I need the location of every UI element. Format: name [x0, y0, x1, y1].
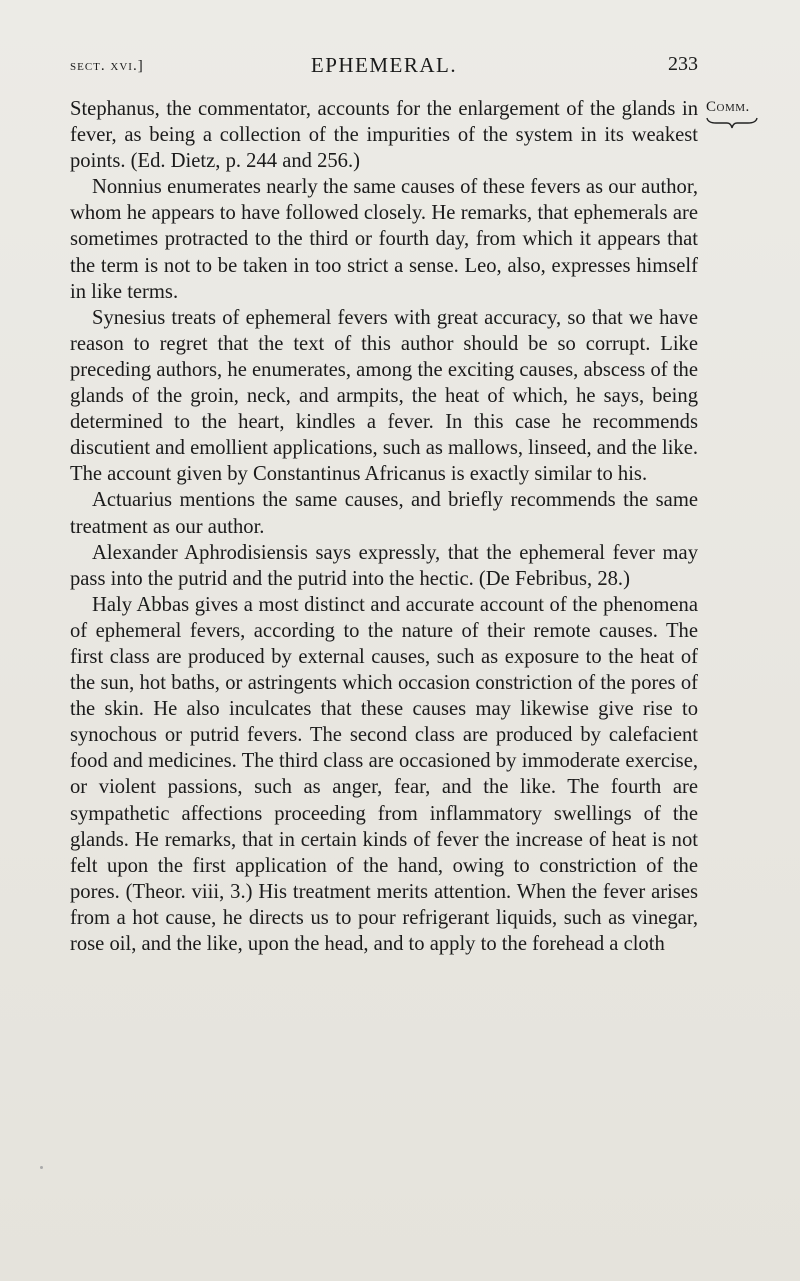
- page-speck: [40, 1166, 43, 1169]
- paragraph-4: Actuarius mentions the same causes, and briefly recommends the same treatment as our author.: [70, 489, 698, 538]
- page-title: EPHEMERAL.: [310, 53, 458, 77]
- page-number: 233: [668, 53, 698, 75]
- section-label: sect. xvi.]: [70, 58, 144, 74]
- body-text: [70, 96, 698, 957]
- running-header: [70, 52, 698, 82]
- margin-note: [706, 99, 758, 130]
- paragraph-3: Synesius treats of ephemeral fevers with great accuracy, so that we have reason to regret that the text of this author should be so corrupt. Like preceding authors, he enumerates, among the exciting causes, abscess of the glands of the groin, neck, and armpits, the heat of which, he says, being determined to the heart, kindles a fever. In this case he recommends discutient and emollient applications, such as mallows, linseed, and the like. The account given by Constantinus Africanus is exactly similar to his.: [70, 306, 698, 486]
- brace-icon: [706, 116, 758, 130]
- paragraph-5: Alexander Aphrodisiensis says expressly, that the ephemeral fever may pass into the putrid and the putrid into the hectic. (De Febribus, 28.): [70, 541, 698, 590]
- paragraph-6: Haly Abbas gives a most distinct and accurate account of the phenomena of ephemeral fevers, according to the nature of their remote causes. The first class are produced by external causes, such as exposure to the heat of the sun, hot baths, or astringents which occasion constriction of the pores of the skin. He also inculcates that these causes may likewise give rise to synochous or putrid fevers. The second class are produced by calefacient food and medicines. The third class are occasioned by immoderate exercise, or violent passions, such as anger, fear, and the like. The fourth are sympathetic affections proceeding from inflammatory swellings of the glands. He remarks, that in certain kinds of fever the increase of heat is not felt upon the first application of the hand, owing to constriction of the pores. (Theor. viii, 3.) His treatment merits attention. When the fever arises from a hot cause, he directs us to pour refrigerant liquids, such as vinegar, rose oil, and the like, upon the head, and to apply to the forehead a cloth: [70, 593, 698, 955]
- margin-note-label: Comm.: [706, 99, 750, 115]
- paragraph-2: Nonnius enumerates nearly the same causes of these fevers as our author, whom he appears to have followed closely. He remarks, that ephemerals are sometimes protracted to the third or fourth day, from which it appears that the term is not to be taken in too strict a sense. Leo, also, expresses himself in like terms.: [70, 176, 698, 303]
- paragraph-1: Stephanus, the commentator, accounts for the enlargement of the glands in fever, as being a collection of the impurities of the system in its weakest points. (Ed. Dietz, p. 244 and 256.): [70, 98, 698, 173]
